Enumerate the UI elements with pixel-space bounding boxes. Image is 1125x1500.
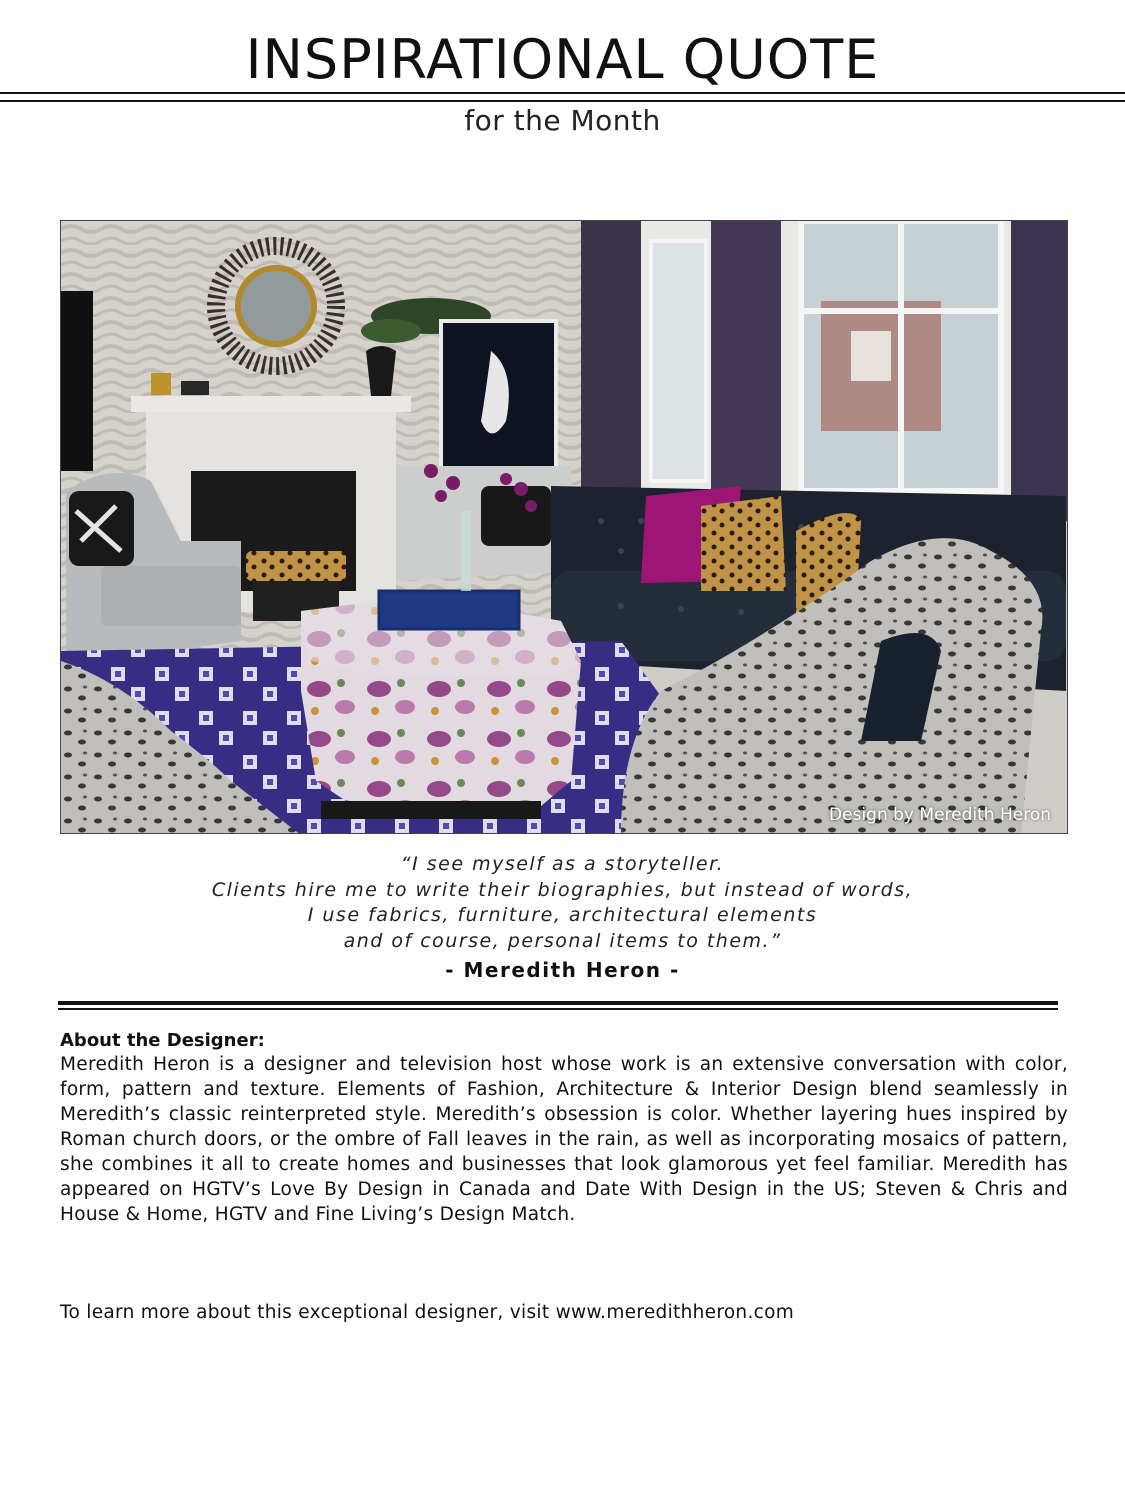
living-room-illustration <box>61 221 1068 834</box>
title-rule-bottom <box>0 100 1125 102</box>
interior-photo <box>60 220 1068 834</box>
quote-line: and of course, personal items to them.” <box>343 929 782 952</box>
quote-block <box>0 852 1125 954</box>
quote-line: I use fabrics, furniture, architectural elements <box>307 904 818 926</box>
about-body: Meredith Heron is a designer and television host whose work is an extensive conversation with color, form, pattern and texture. Elements of Fashion, Architecture & Interior Design blend seamlessly in Meredith’s classic reinterpreted style. Meredith’s obsession is color. Whether layering hues inspired by Roman church doors, or the ombre of Fall leaves in the rain, as well as incorporating mosaics of pattern, she combines it all to create homes and businesses that look glamorous yet feel familiar. Meredith has appeared on HGTV’s Love By Design in Canada and Date With Design in the US; Steven & Chris and House & Home, HGTV and Fine Living’s Design Match. <box>60 1054 1068 1225</box>
quote-line: Clients hire me to write their biographies, but instead of words, <box>211 878 914 901</box>
quote-line: “I see myself as a storyteller. <box>400 853 725 875</box>
quote-author: - Meredith Heron - <box>445 958 680 982</box>
title-rule-top <box>0 92 1125 94</box>
section-divider-thin <box>58 1008 1058 1010</box>
page-title: INSPIRATIONAL QUOTE <box>245 28 880 91</box>
learn-more-text: To learn more about this exceptional designer, visit www.meredithheron.com <box>60 1302 795 1323</box>
photo-watermark: Design by Meredith Heron <box>829 805 1051 825</box>
section-divider-thick <box>58 1001 1058 1005</box>
page-subtitle: for the Month <box>464 104 661 137</box>
about-heading: About the Designer: <box>60 1030 265 1051</box>
